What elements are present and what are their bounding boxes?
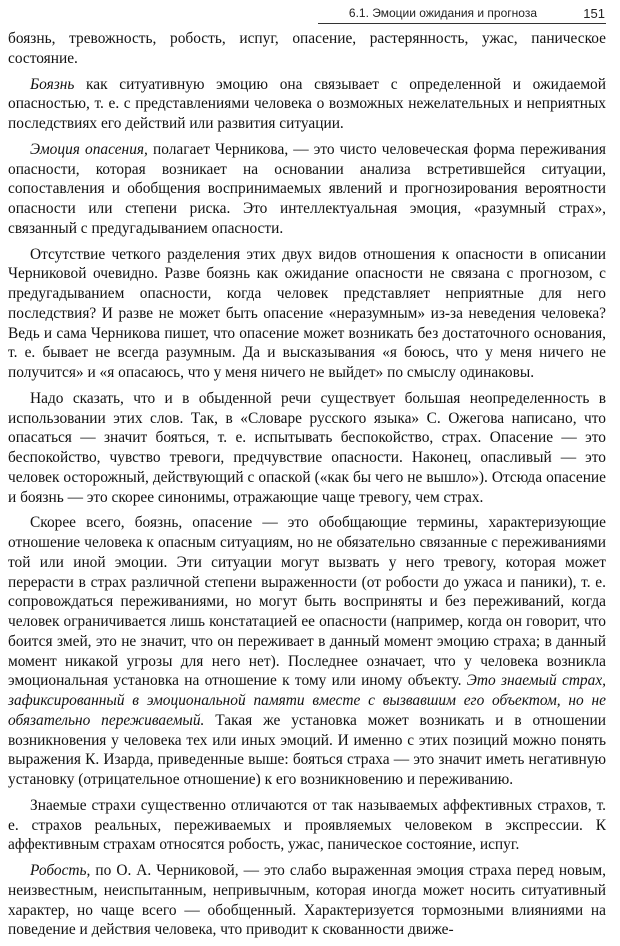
paragraph-text: как ситуативную эмоцию она связывает с определенной и ожидаемой опасностью, т. е. с представлениями человека о возможных нежелательных и неприятных последствиях его действий или развития ситуации. bbox=[8, 75, 606, 132]
paragraph-text: Знаемые страхи существенно отличаются от так называемых аффективных страхов, т. е. страхов реальных, переживаемых и проявляемых человеком в экспрессии. К аффективным страхам относятся робость, ужас, паническое состояние, испуг. bbox=[8, 796, 606, 854]
header-rule bbox=[318, 23, 606, 24]
paragraph-text: Такая же установка может возникать и в отношении возникновения у человека тех или иных эмоций. И именно с этих позиций можно понять выражения К. Изарда, приведенные выше: бояться страха — это значит иметь негативную установку (отрицательное отношение) к его возникновению и переживанию. bbox=[8, 711, 606, 788]
term-apprehension: Эмоция опасения, bbox=[30, 140, 148, 158]
page-number: 151 bbox=[583, 6, 605, 21]
paragraph-text: Отсутствие четкого разделения этих двух видов отношения к опасности в описании Черниковой очевидно. Разве боязнь как ожидание опасности не связана с прогнозом, с предугадыванием опасности, когда человек представляет неприятные для него последствия? И разве не может быть опасение «неразумным» из-за неведения человека? Ведь и сама Черникова пишет, что опасение может возникать без достаточного основания, т. е. бывает не всегда разумным. Да и высказывания «я боюсь, что у меня ничего не получится» и «я опасаюсь, что у меня ничего не выйдет» по смыслу одинаковы. bbox=[8, 245, 606, 381]
paragraph-continuation bbox=[8, 29, 606, 69]
paragraph-text: Скорее всего, боязнь, опасение — это обобщающие термины, характеризующие отношение человека к опасным ситуациям, но не обязательно связанные с переживаниями той или иной эмоции. Эти ситуации могут вызвать у него тревогу, которая может перерасти в страх различной степени выраженности (от робости до ужаса и паники), т. е. сопровождаться переживаниями, но могут быть восприняты и без переживаний, когда человек ограничивается лишь констатацией ее опасности (например, когда он говорит, что боится змей, это не значит, что он переживает в данный момент эмоцию страха; в данный момент никакой угрозы для него нет). Последнее означает, что у человека возникла эмоциональная установка на отношение к тому или иному объекту. bbox=[8, 514, 606, 690]
term-timidity: Робость, bbox=[30, 862, 91, 879]
paragraph-fear-definition bbox=[8, 75, 606, 134]
emphasis-known-fear: Это знаемый страх, зафиксированный в эмоциональной памяти вместе с вызвавшим его объектом, но не обязательно переживаемый. bbox=[8, 672, 607, 729]
body-text bbox=[8, 29, 606, 946]
term-fear: Боязнь bbox=[30, 75, 75, 93]
paragraph-text: Надо сказать, что и в обыденной речи существует большая неопределенность в использовании этих слов. Так, в «Словаре русского языка» С. Ожегова написано, что опасаться — значит бояться, т. е. испытывать беспокойство, страх. Опасение — это беспокойство, чувство тревоги, предчувствие опасности. Наконец, опасливый — это человек осторожный, действующий с опаской («как бы чего не вышло»). Отсюда опасение и боязнь — это скорее синонимы, отражающие чаще тревогу, чем страх. bbox=[8, 389, 606, 506]
paragraph-text: по О. А. Черниковой, — это слабо выраженная эмоция страха перед новым, неизвестным, неиспытанным, непривычным, которая иногда может носить ситуативный характер, но чаще всего — обобщенный. Характеризуется тормозными влияниями на поведение и действия человека, что приводит к скованности движе- bbox=[8, 862, 606, 939]
paragraph-affective-fears bbox=[8, 796, 606, 855]
paragraph-general-terms bbox=[8, 513, 606, 790]
paragraph-timidity-definition bbox=[8, 861, 606, 940]
paragraph-text: боязнь, тревожность, робость, испуг, опасение, растерянность, ужас, паническое состояние. bbox=[8, 30, 606, 67]
paragraph-text: полагает Черникова, — это чисто человеческая форма переживания опасности, которая возникает на основании анализа встретившейся ситуации, сопоставления и обобщения воспринимаемых явлений и прогнозирования вероятности опасности или степени риска. Это интеллектуальная эмоция, «разумный страх», связанный с предугадыванием опасности. bbox=[8, 140, 606, 237]
paragraph-apprehension-definition bbox=[8, 140, 606, 239]
chapter-section-title: 6.1. Эмоции ожидания и прогноза bbox=[348, 6, 537, 20]
paragraph-everyday-speech bbox=[8, 389, 606, 508]
paragraph-distinction bbox=[8, 245, 606, 383]
